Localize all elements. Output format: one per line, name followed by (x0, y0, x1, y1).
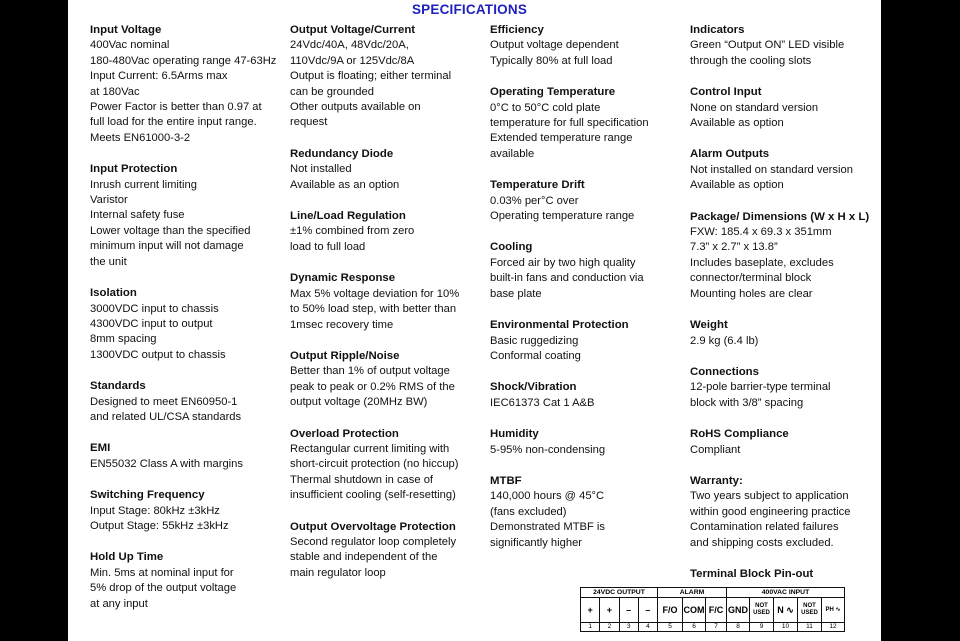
spec-line: Mounting holes are clear (690, 287, 813, 300)
spec-section-emi (90, 441, 286, 472)
terminal-number-row (581, 623, 845, 632)
spec-line: within good engineering practice (690, 505, 851, 518)
terminal-number-4: 4 (638, 623, 657, 632)
spec-line: Rectangular current limiting with (290, 442, 450, 455)
spec-line: Output is floating; either terminal (290, 70, 452, 83)
group-alarm: ALARM (658, 588, 727, 598)
group-400vac-input: 400VAC INPUT (727, 588, 845, 598)
spec-section-package-dimensions-w-x-h-x-l (690, 210, 876, 302)
spec-section-temperature-drift (490, 178, 686, 224)
spec-section-warranty (690, 474, 876, 551)
section-heading: Line/Load Regulation (290, 210, 406, 223)
spec-line: 24Vdc/40A, 48Vdc/20A, (290, 39, 409, 52)
spec-line: Meets EN61000-3-2 (90, 131, 191, 144)
spec-line: to 50% load step, with better than (290, 303, 457, 316)
section-heading: Switching Frequency (90, 489, 205, 502)
section-heading: Standards (90, 380, 146, 393)
spec-line: significantly higher (490, 536, 583, 549)
spec-line: Contamination related failures (690, 521, 839, 534)
spec-line: block with 3/8” spacing (690, 396, 804, 409)
section-heading: Terminal Block Pin-out (690, 567, 814, 580)
spec-line: Basic ruggedizing (490, 334, 579, 347)
spec-section-weight (690, 318, 876, 349)
spec-line: Compliant (690, 443, 741, 456)
section-heading: Input Voltage (90, 24, 162, 36)
spec-line: Operating temperature range (490, 210, 635, 223)
spec-line: Inrush current limiting (90, 178, 197, 191)
spec-line: Two years subject to application (690, 490, 849, 503)
spec-section-connections (690, 365, 876, 411)
terminal-group-row (581, 588, 845, 598)
spec-line: Second regulator loop completely (290, 535, 457, 548)
spec-line: 5% drop of the output voltage (90, 582, 237, 595)
section-heading: Connections (690, 365, 759, 378)
section-heading: Isolation (90, 287, 137, 300)
section-heading: Control Input (690, 86, 762, 99)
section-heading: Output Overvoltage Protection (290, 520, 456, 533)
spec-line: 12-pole barrier-type terminal (690, 381, 831, 394)
terminal-number-2: 2 (600, 623, 619, 632)
spec-line: minimum input will not damage (90, 240, 244, 253)
section-heading: Output Ripple/Noise (290, 349, 400, 362)
column-4 (690, 23, 876, 598)
spec-section-output-ripple-noise (290, 349, 486, 411)
terminal-number-7: 7 (706, 623, 727, 632)
spec-line: 1msec recovery time (290, 318, 394, 331)
spec-line: Includes baseplate, excludes (690, 256, 834, 269)
spec-section-dynamic-response (290, 271, 486, 333)
spec-line: Power Factor is better than 0.97 at (90, 101, 262, 114)
spec-line: Better than 1% of output voltage (290, 365, 450, 378)
terminal-pin-8: GND (727, 598, 750, 623)
spec-line: Extended temperature range (490, 132, 633, 145)
terminal-pin-11: NOT USED (798, 598, 822, 623)
spec-line: Max 5% voltage deviation for 10% (290, 287, 460, 300)
terminal-block-diagram (580, 587, 845, 632)
spec-section-control-input (690, 85, 876, 131)
spec-line: and related UL/CSA standards (90, 410, 242, 423)
section-heading: Warranty: (690, 474, 743, 487)
spec-line: Output voltage dependent (490, 39, 619, 52)
terminal-pin-2: + (600, 598, 619, 623)
spec-line: 5-95% non-condensing (490, 443, 606, 456)
spec-section-efficiency (490, 23, 686, 69)
spec-line: EN55032 Class A with margins (90, 457, 243, 470)
spec-line: Not installed on standard version (690, 163, 853, 176)
spec-line: Available as option (690, 117, 784, 130)
spec-section-humidity (490, 427, 686, 458)
spec-line: Not installed (290, 163, 352, 176)
spec-line: peak to peak or 0.2% RMS of the (290, 380, 455, 393)
spec-line: Input Stage: 80kHz ±3kHz (90, 504, 220, 517)
spec-line: full load for the entire input range. (90, 116, 257, 129)
section-heading: Alarm Outputs (690, 148, 770, 161)
terminal-number-9: 9 (750, 623, 774, 632)
spec-section-mtbf (490, 474, 686, 551)
spec-line: Output Stage: 55kHz ±3kHz (90, 519, 229, 532)
spec-line: Available as option (690, 179, 784, 192)
section-heading: Shock/Vibration (490, 381, 577, 394)
spec-line: ±1% combined from zero (290, 225, 415, 238)
spec-section-standards (90, 379, 286, 425)
spec-section-line-load-regulation (290, 209, 486, 255)
spec-section-output-overvoltage-protection (290, 520, 486, 582)
spec-line: short-circuit protection (no hiccup) (290, 458, 459, 471)
spec-line: Designed to meet EN60950-1 (90, 395, 238, 408)
terminal-pin-4: – (638, 598, 657, 623)
terminal-number-11: 11 (798, 623, 822, 632)
column-3 (490, 23, 686, 567)
section-heading: Indicators (690, 24, 745, 36)
spec-line: Green “Output ON” LED visible (690, 39, 845, 52)
spec-section-indicators (690, 23, 876, 69)
spec-line: insufficient cooling (self-resetting) (290, 489, 456, 502)
spec-line: 1300VDC output to chassis (90, 348, 226, 361)
terminal-pin-9: NOT USED (750, 598, 774, 623)
terminal-pin-7: F/C (706, 598, 727, 623)
section-heading: Redundancy Diode (290, 147, 394, 160)
spec-line: Demonstrated MTBF is (490, 521, 606, 534)
terminal-number-1: 1 (581, 623, 600, 632)
spec-line: Typically 80% at full load (490, 54, 613, 67)
column-2 (290, 23, 486, 597)
section-heading: Package/ Dimensions (W x H x L) (690, 210, 870, 223)
spec-line: available (490, 147, 535, 160)
spec-line: request (290, 116, 328, 129)
spec-section-environmental-protection (490, 318, 686, 364)
spec-line: Other outputs available on (290, 101, 421, 114)
spec-line: main regulator loop (290, 566, 386, 579)
section-heading: Environmental Protection (490, 319, 629, 332)
terminal-pin-row (581, 598, 845, 623)
terminal-pin-10: N ∿ (774, 598, 798, 623)
terminal-number-6: 6 (683, 623, 706, 632)
spec-line: 110Vdc/9A or 125Vdc/8A (290, 54, 415, 67)
section-heading: Operating Temperature (490, 86, 616, 99)
section-heading: EMI (90, 442, 111, 455)
column-1 (90, 23, 286, 628)
spec-line: stable and independent of the (290, 551, 438, 564)
spec-section-hold-up-time (90, 550, 286, 612)
spec-line: Input Current: 6.5Arms max (90, 70, 228, 83)
spec-line: connector/terminal block (690, 272, 812, 285)
spec-section-input-protection (90, 162, 286, 270)
terminal-number-5: 5 (658, 623, 683, 632)
terminal-number-12: 12 (822, 623, 845, 632)
spec-sheet-page (68, 0, 881, 641)
page-title: SPECIFICATIONS (411, 2, 528, 17)
spec-section-shock-vibration (490, 380, 686, 411)
spec-line: and shipping costs excluded. (690, 536, 834, 549)
spec-line: through the cooling slots (690, 54, 812, 67)
spec-section-overload-protection (290, 427, 486, 504)
terminal-number-8: 8 (727, 623, 750, 632)
spec-line: 0.03% per°C over (490, 194, 579, 207)
spec-line: (fans excluded) (490, 505, 567, 518)
spec-line: Varistor (90, 194, 128, 207)
spec-line: at any input (90, 597, 148, 610)
spec-line: 7.3” x 2.7” x 13.8” (690, 241, 778, 254)
terminal-pin-6: COM (683, 598, 706, 623)
section-heading: Temperature Drift (490, 179, 585, 192)
spec-line: Forced air by two high quality (490, 256, 636, 269)
spec-line: 400Vac nominal (90, 39, 170, 52)
spec-line: Lower voltage than the specified (90, 224, 251, 237)
spec-line: 140,000 hours @ 45°C (490, 490, 605, 503)
section-heading: Efficiency (490, 24, 544, 36)
terminal-pin-1: + (581, 598, 600, 623)
spec-line: 0°C to 50°C cold plate (490, 101, 601, 114)
section-heading: Hold Up Time (90, 551, 164, 564)
spec-section-cooling (490, 240, 686, 302)
spec-line: Available as an option (290, 178, 400, 191)
section-heading: Dynamic Response (290, 272, 396, 285)
spec-line: 180-480Vac operating range 47-63Hz (90, 54, 277, 67)
section-heading: Cooling (490, 241, 533, 254)
spec-line: None on standard version (690, 101, 819, 114)
section-heading: MTBF (490, 474, 522, 487)
spec-line: can be grounded (290, 85, 374, 98)
spec-line: built-in fans and conduction via (490, 272, 644, 285)
terminal-pin-12: PH ∿ (822, 598, 845, 623)
group-24vdc-output: 24VDC OUTPUT (581, 588, 658, 598)
spec-section-redundancy-diode (290, 147, 486, 193)
section-heading: Overload Protection (290, 427, 399, 440)
section-heading: Output Voltage/Current (290, 24, 416, 36)
spec-line: 2.9 kg (6.4 lb) (690, 334, 759, 347)
spec-line: the unit (90, 255, 127, 268)
section-heading: Humidity (490, 428, 539, 441)
spec-line: Conformal coating (490, 349, 581, 362)
spec-section-terminal-block-pin-out (690, 567, 876, 582)
section-heading: Input Protection (90, 163, 178, 176)
spec-section-alarm-outputs (690, 147, 876, 193)
spec-line: FXW: 185.4 x 69.3 x 351mm (690, 226, 832, 239)
spec-line: temperature for full specification (490, 117, 649, 130)
spec-line: Internal safety fuse (90, 209, 185, 222)
spec-line: load to full load (290, 240, 366, 253)
terminal-block-table (580, 587, 845, 632)
terminal-pin-3: – (619, 598, 638, 623)
terminal-number-10: 10 (774, 623, 798, 632)
spec-line: IEC61373 Cat 1 A&B (490, 396, 595, 409)
spec-line: at 180Vac (90, 85, 140, 98)
spec-line: Thermal shutdown in case of (290, 473, 434, 486)
section-heading: RoHS Compliance (690, 428, 789, 441)
spec-line: base plate (490, 287, 542, 300)
spec-section-rohs-compliance (690, 427, 876, 458)
spec-line: output voltage (20MHz BW) (290, 396, 428, 409)
spec-section-isolation (90, 286, 286, 363)
spec-section-operating-temperature (490, 85, 686, 162)
spec-line: 4300VDC input to output (90, 317, 213, 330)
spec-section-switching-frequency (90, 488, 286, 534)
spec-section-input-voltage (90, 23, 286, 146)
spec-line: 8mm spacing (90, 333, 157, 346)
spec-section-output-voltage-current (290, 23, 486, 131)
section-heading: Weight (690, 319, 728, 332)
spec-line: Min. 5ms at nominal input for (90, 566, 234, 579)
terminal-pin-5: F/O (658, 598, 683, 623)
spec-line: 3000VDC input to chassis (90, 302, 219, 315)
terminal-number-3: 3 (619, 623, 638, 632)
